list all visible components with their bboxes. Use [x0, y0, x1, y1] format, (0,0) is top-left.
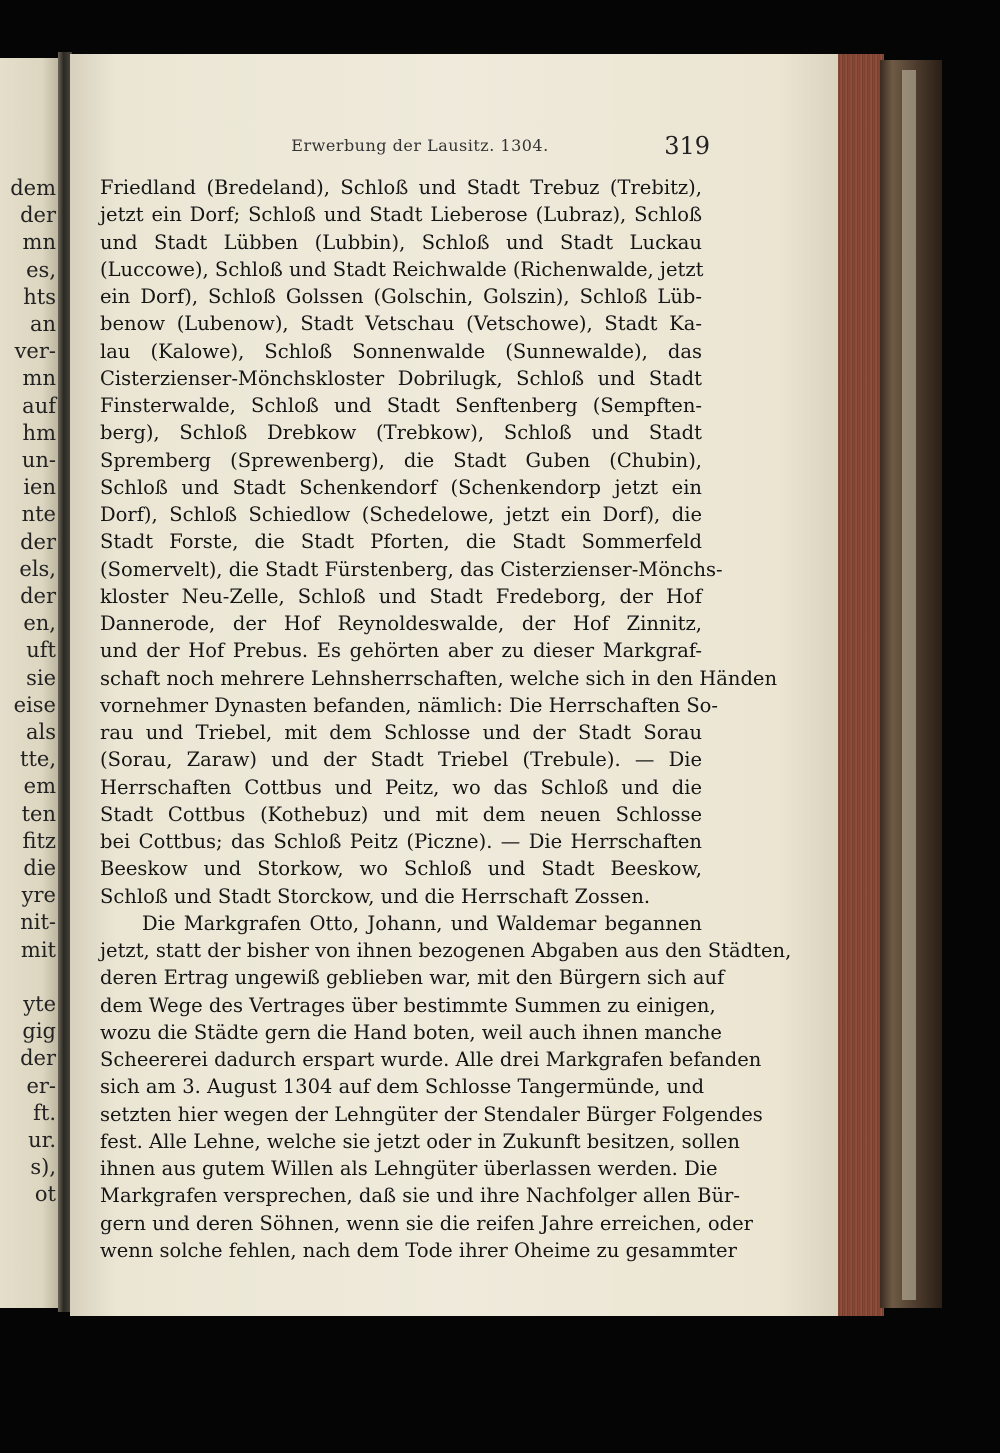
text-line: lau (Kalowe), Schloß Sonnenwalde (Sunnewalde), das [100, 339, 702, 363]
text-line: Markgrafen versprechen, daß sie und ihre Nachfolger allen Bür- [100, 1184, 740, 1208]
left-page-fragment: s), [30, 1155, 56, 1180]
text-line: (Somervelt), die Stadt Fürstenberg, das Cisterzienser-Mönchs- [100, 557, 723, 581]
left-page-fragment: an [29, 312, 56, 336]
left-page-fragment: em [23, 774, 56, 799]
text-line: rau und Triebel, mit dem Schlosse und der Stadt Sorau [100, 721, 702, 744]
text-line: Dorf), Schloß Schiedlow (Schedelowe, jetzt ein Dorf), die [100, 503, 702, 526]
text-line: vornehmer Dynasten befanden, nämlich: Die Herrschaften So- [100, 693, 719, 717]
left-page-fragment: als [25, 720, 56, 744]
text-line: Schloß und Stadt Schenkendorf (Schenkendorp jetzt ein [100, 475, 702, 499]
left-page-fragment: mn [22, 230, 56, 255]
page-number: 319 [664, 132, 710, 160]
left-page-fragment: er- [26, 1073, 56, 1098]
text-line: berg), Schloß Drebkow (Trebkow), Schloß und Stadt [100, 421, 702, 445]
left-page-fragment: ot [34, 1182, 56, 1207]
left-page-fragment: ten [21, 801, 56, 826]
text-line: Herrschaften Cottbus und Peitz, wo das Schloß und die [100, 775, 702, 799]
text-line: Schloß und Stadt Storckow, und die Herrschaft Zossen. [100, 884, 651, 908]
text-line: fest. Alle Lehne, welche sie jetzt oder in Zukunft besitzen, sollen [100, 1129, 740, 1153]
text-line: wenn solche fehlen, nach dem Tode ihrer Oheime zu gesammter [100, 1238, 737, 1262]
left-page-fragment: auf [22, 393, 56, 418]
left-page-fragment: ien [23, 475, 56, 500]
text-line: benow (Lubenow), Stadt Vetschau (Vetschowe), Stadt Ka- [100, 312, 702, 336]
left-page-fragment: der [20, 1046, 56, 1071]
left-page-fragment: ver- [14, 339, 56, 364]
text-line: dem Wege des Vertrages über bestimmte Summen zu einigen, [100, 993, 716, 1017]
text-line: Spremberg (Sprewenberg), die Stadt Guben (Chubin), [100, 448, 702, 472]
left-page-fragment: mit [20, 937, 56, 962]
text-line: wozu die Städte gern die Hand boten, weil auch ihnen manche [100, 1020, 722, 1044]
left-page-fragment: en, [23, 611, 56, 636]
text-line: ihnen aus gutem Willen als Lehngüter überlassen werden. Die [100, 1157, 718, 1180]
left-page-fragment: mn [22, 366, 56, 391]
text-line: Cisterzienser-Mönchskloster Dobrilugk, Schloß und Stadt [100, 366, 702, 390]
left-page-fragment: uft [26, 638, 56, 663]
left-page-fragment: ft. [33, 1100, 56, 1125]
left-page-fragment: fitz [22, 828, 56, 853]
text-line: Stadt Cottbus (Kothebuz) und mit dem neuen Schlosse [100, 802, 702, 826]
left-page-fragment: der [20, 584, 56, 608]
left-page-fragment: gig [22, 1019, 56, 1044]
text-line: und Stadt Lübben (Lubbin), Schloß und Stadt Luckau [100, 230, 702, 254]
text-line: setzten hier wegen der Lehngüter der Stendaler Bürger Folgendes [100, 1102, 763, 1126]
body-text [100, 174, 792, 1264]
left-page-edge [0, 58, 60, 1308]
left-page-fragment: es, [26, 257, 56, 282]
left-page-fragment: dem [10, 176, 56, 200]
text-line: Friedland (Bredeland), Schloß und Stadt Trebuz (Trebitz), [100, 176, 702, 199]
left-page-fragment: yte [23, 992, 56, 1016]
left-page-fragment: hts [23, 284, 56, 309]
cover-page-edge [902, 70, 916, 1300]
text-line: sich am 3. August 1304 auf dem Schlosse Tangermünde, und [100, 1075, 705, 1099]
text-line: deren Ertrag ungewiß geblieben war, mit den Bürgern sich auf [100, 966, 725, 990]
left-page-fragment: nte [21, 502, 56, 527]
text-line: Dannerode, der Hof Reynoldeswalde, der Hof Zinnitz, [100, 612, 702, 635]
text-line: (Sorau, Zaraw) und der Stadt Triebel (Trebule). — Die [100, 748, 702, 772]
text-line: jetzt, statt der bisher von ihnen bezogenen Abgaben aus den Städten, [100, 939, 792, 962]
text-line: kloster Neu-Zelle, Schloß und Stadt Fredeborg, der Hof [100, 584, 702, 608]
text-line: jetzt ein Dorf; Schloß und Stadt Lieberose (Lubraz), Schloß [100, 203, 702, 227]
text-line: schaft noch mehrere Lehnsherrschaften, welche sich in den Händen [100, 666, 778, 690]
left-page-fragment: els, [19, 556, 56, 581]
text-line: Stadt Forste, die Stadt Pforten, die Stadt Sommerfeld [100, 530, 702, 554]
left-page-fragment: der [20, 203, 56, 228]
left-page-fragment: tte, [20, 747, 56, 772]
text-line: Beeskow und Storkow, wo Schloß und Stadt Beeskow, [100, 857, 702, 881]
left-page-fragment: un- [21, 448, 56, 472]
left-page-fragment: ur. [28, 1128, 56, 1152]
left-page-fragment: die [23, 856, 56, 880]
text-line: (Luccowe), Schloß und Stadt Reichwalde (Richenwalde, jetzt [100, 257, 704, 281]
running-header: Erwerbung der Lausitz. 1304. [291, 136, 549, 155]
left-page-fragment: eise [13, 692, 56, 717]
right-page [70, 54, 840, 1316]
text-line: ein Dorf), Schloß Golssen (Golschin, Golszin), Schloß Lüb- [100, 285, 702, 308]
left-page-fragment: sie [26, 665, 56, 690]
text-line: Finsterwalde, Schloß und Stadt Senftenberg (Sempften- [100, 394, 702, 417]
text-line: gern und deren Söhnen, wenn sie die reifen Jahre erreichen, oder [100, 1211, 753, 1235]
left-page-fragment: nit- [20, 910, 56, 935]
text-line: Die Markgrafen Otto, Johann, und Waldemar begannen [142, 911, 702, 935]
left-page-fragment: yre [21, 883, 56, 908]
left-page-fragment: der [20, 529, 56, 554]
text-line: Scheererei dadurch erspart wurde. Alle drei Markgrafen befanden [100, 1048, 762, 1071]
left-page-fragment: hm [22, 420, 56, 445]
text-line: bei Cottbus; das Schloß Peitz (Piczne). — Die Herrschaften [100, 830, 702, 853]
text-line: und der Hof Prebus. Es gehörten aber zu dieser Markgraf- [100, 639, 702, 663]
page-fore-edge [838, 54, 884, 1316]
